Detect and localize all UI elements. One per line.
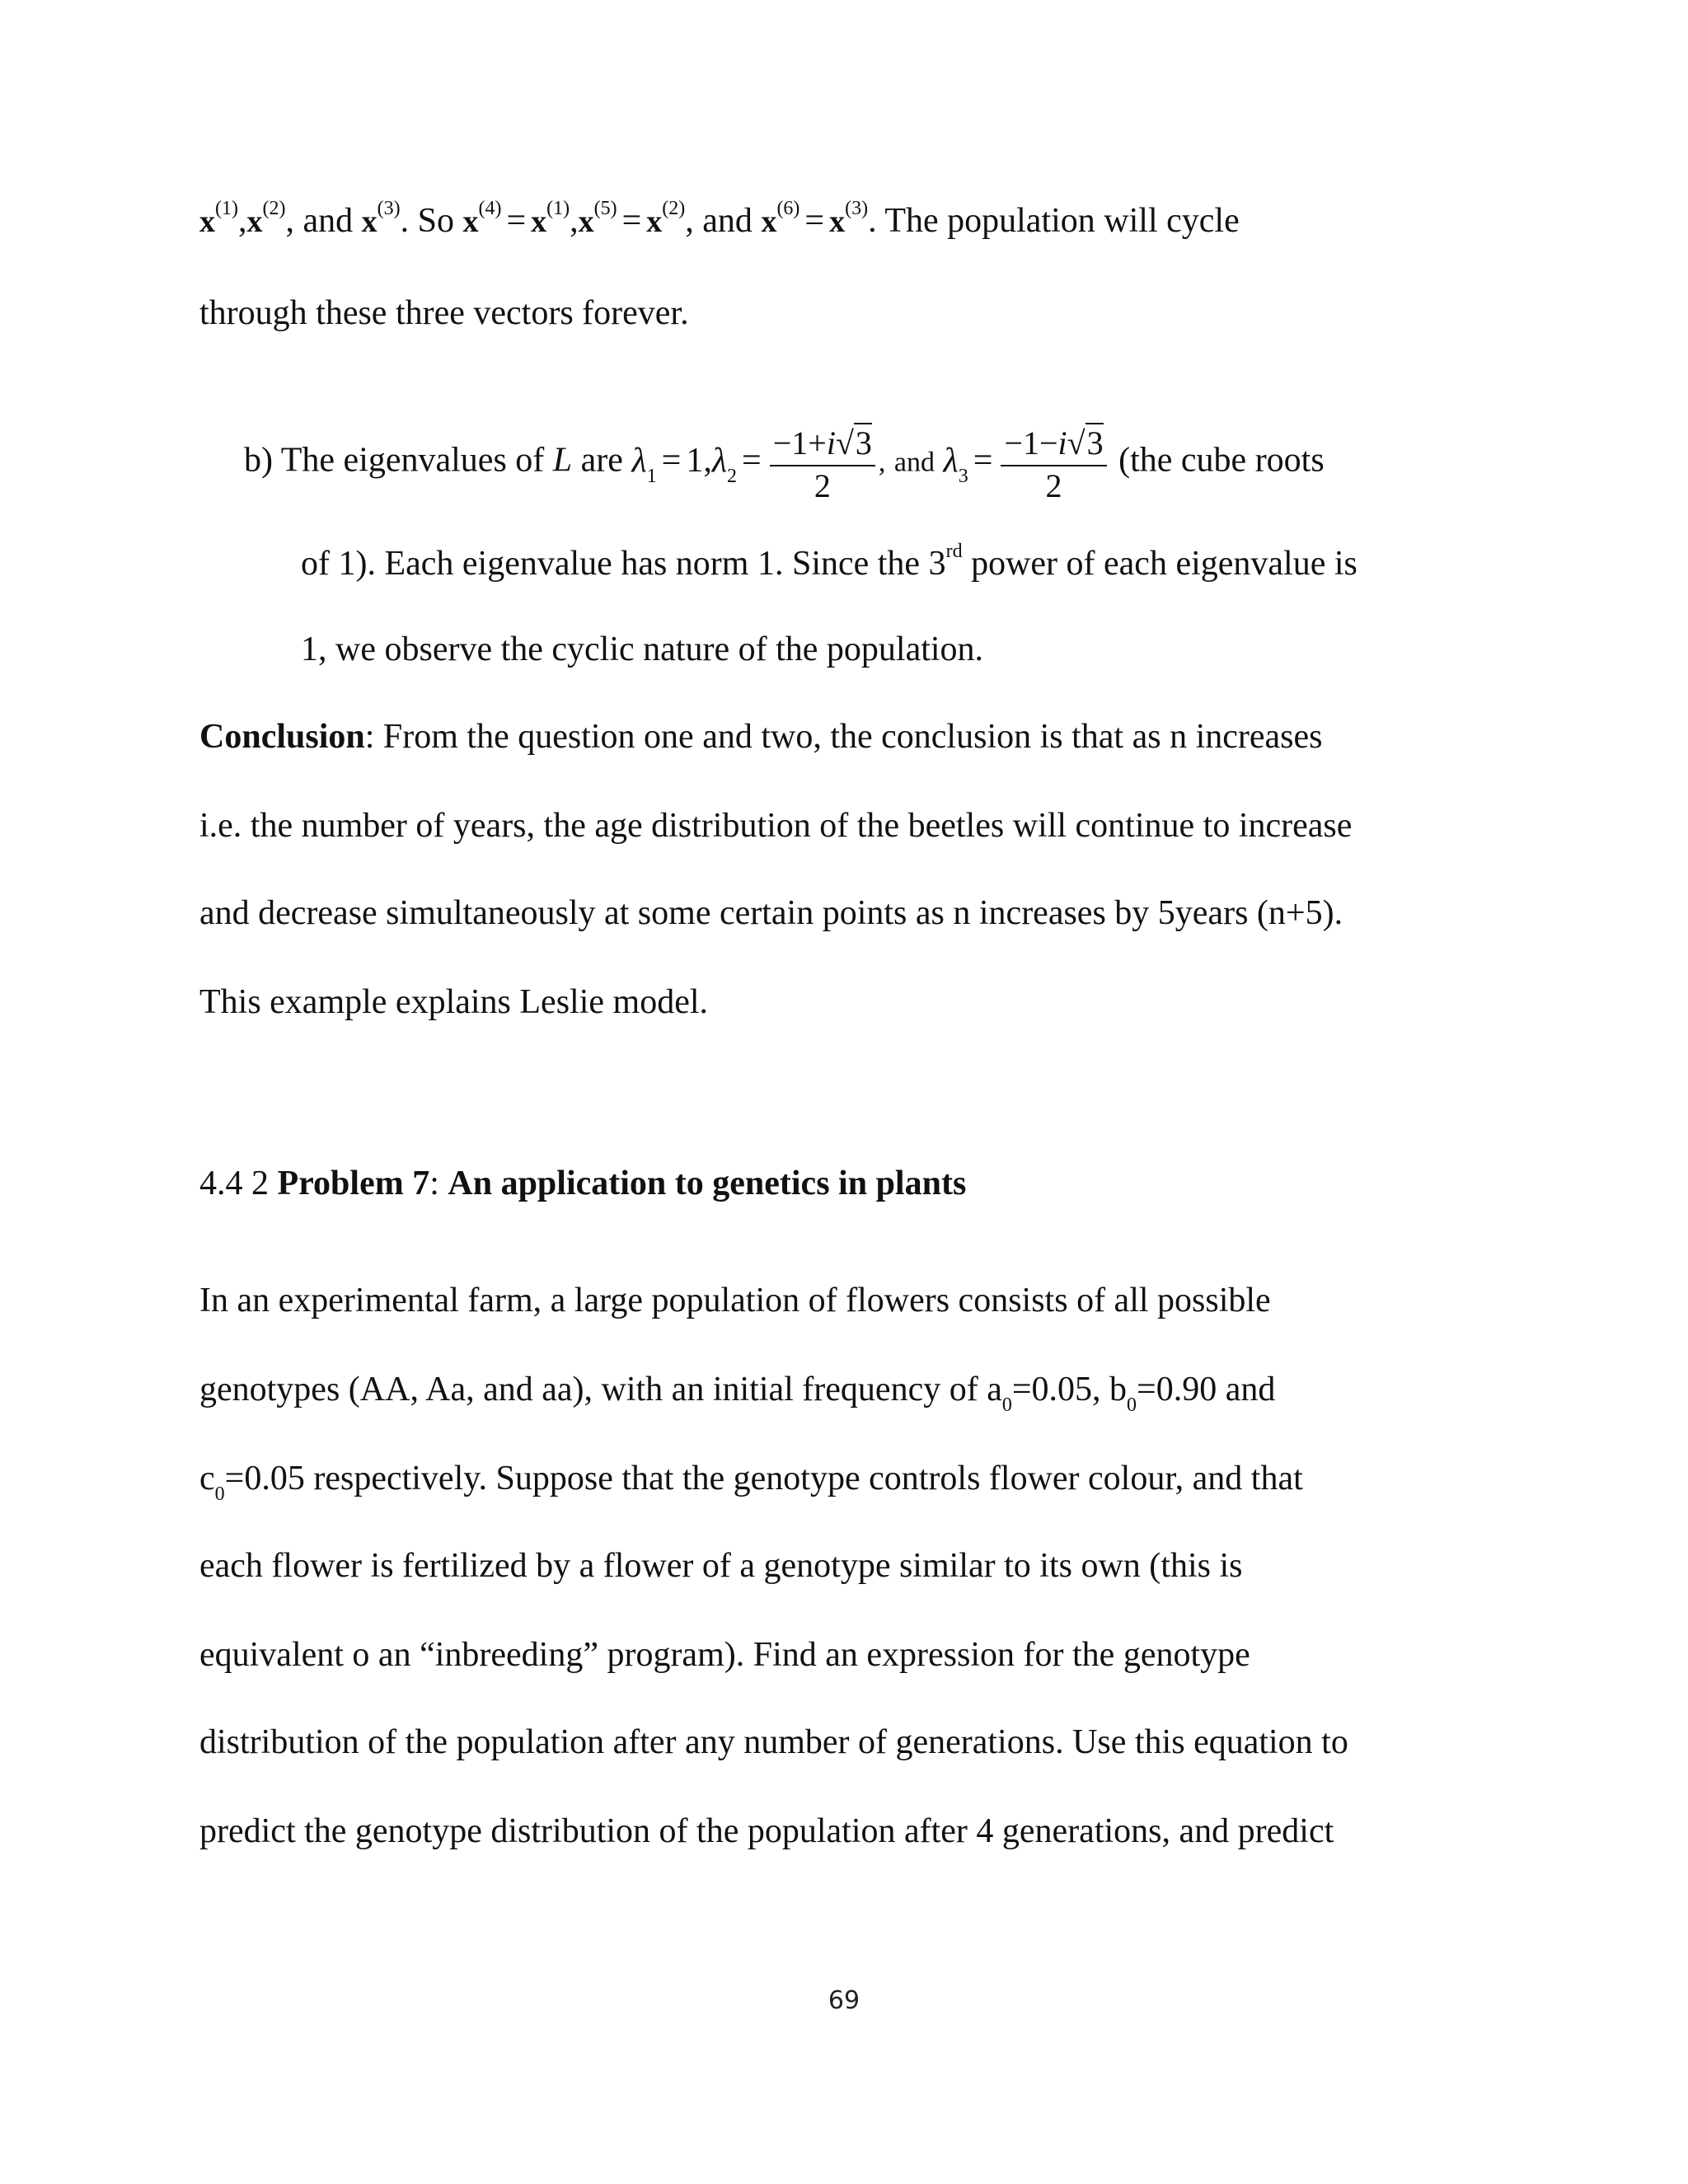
math-vectors: $x^{(1)},x^{(2)}$, and $x^{(3)}$. So $x^{(4)} = x^{(1)},x^{(5)} = x^{(2)}$, and $x^{(6)} = x^{(3)}$. bbox=[199, 198, 885, 240]
fraction-lambda-2: $\frac{-1+i√3}{2}$ bbox=[770, 424, 875, 506]
matrix-l: L bbox=[552, 441, 573, 480]
line-conclusion-2: i.e. the number of years, the age distribution of the beetles will continue to increase bbox=[199, 807, 1353, 845]
line-eigenvalues: b) The eigenvalues of L are $\lambda_1 = 1,\lambda_2$ = $\frac{-1+i√3}{2}$ , and $\lambda_3$ = $\frac{-1-i√3}{2}$ (the cube roots bbox=[244, 424, 1325, 504]
problem-line-7: predict the genotype distribution of the population after 4 generations, and predict bbox=[199, 1812, 1334, 1850]
lambda-1: $\lambda_1 = 1,\lambda_2$ = bbox=[631, 441, 762, 488]
line-conclusion-4: This example explains Leslie model. bbox=[199, 983, 708, 1021]
norm-text-pre: of 1). Each eigenvalue has norm 1. Since the 3 bbox=[301, 545, 946, 583]
subscript-b0: 0 bbox=[1127, 1394, 1137, 1417]
eigen-text: The eigenvalues of bbox=[280, 441, 545, 480]
section-colon: : bbox=[429, 1165, 439, 1202]
problem-line-5: equivalent o an “inbreeding” program). Find an expression for the genotype bbox=[199, 1636, 1250, 1674]
problem-line-4: each flower is fertilized by a flower of a genotype similar to its own (this is bbox=[199, 1547, 1243, 1585]
norm-text-post: power of each eigenvalue is bbox=[971, 545, 1357, 583]
item-label-b: b) bbox=[244, 441, 273, 480]
section-heading bbox=[199, 1162, 966, 1205]
section-label: Problem 7 bbox=[277, 1165, 430, 1202]
problem-line-6: distribution of the population after any number of generations. Use this equation to bbox=[199, 1723, 1348, 1761]
line-vector-cycle bbox=[199, 199, 1240, 243]
line-cycle-forever: through these three vectors forever. bbox=[199, 294, 689, 332]
line-norm bbox=[301, 542, 1357, 585]
line-cyclic-nature: 1, we observe the cyclic nature of the population. bbox=[301, 630, 984, 668]
p2-text-a: genotypes (AA, Aa, and aa), with an initial frequency of a bbox=[199, 1371, 1002, 1408]
subscript-c0: 0 bbox=[214, 1483, 225, 1506]
line-conclusion bbox=[199, 715, 1323, 758]
line-conclusion-3: and decrease simultaneously at some certain points as n increases by 5years (n+5). bbox=[199, 894, 1343, 932]
problem-line-1: In an experimental farm, a large population of flowers consists of all possible bbox=[199, 1282, 1271, 1319]
and-word: and bbox=[893, 447, 935, 478]
p2-text-c: =0.90 and bbox=[1137, 1371, 1276, 1408]
conclusion-label: Conclusion bbox=[199, 718, 365, 756]
problem-line-2 bbox=[199, 1368, 1276, 1417]
p3-text-a: c bbox=[199, 1460, 215, 1497]
ordinal-sup: rd bbox=[945, 541, 963, 562]
page-number: 69 bbox=[828, 1986, 860, 2015]
subscript-a0: 0 bbox=[1001, 1394, 1012, 1417]
conclusion-text: : From the question one and two, the conclusion is that as n increases bbox=[364, 718, 1323, 756]
lambda-3: $\lambda_3$ = bbox=[943, 441, 993, 488]
cube-roots-text: (the cube roots bbox=[1118, 441, 1325, 480]
fraction-lambda-3: $\frac{-1-i√3}{2}$ bbox=[1001, 424, 1106, 506]
p2-text-b: =0.05, b bbox=[1011, 1371, 1128, 1408]
section-number: 4.4 2 bbox=[199, 1165, 269, 1202]
text-cycle: The population will cycle bbox=[884, 202, 1240, 240]
p3-text-b: =0.05 respectively. Suppose that the genotype controls flower colour, and that bbox=[224, 1460, 1303, 1497]
section-title: An application to genetics in plants bbox=[448, 1165, 967, 1202]
problem-line-3 bbox=[199, 1457, 1303, 1506]
are-word: are bbox=[580, 441, 623, 480]
